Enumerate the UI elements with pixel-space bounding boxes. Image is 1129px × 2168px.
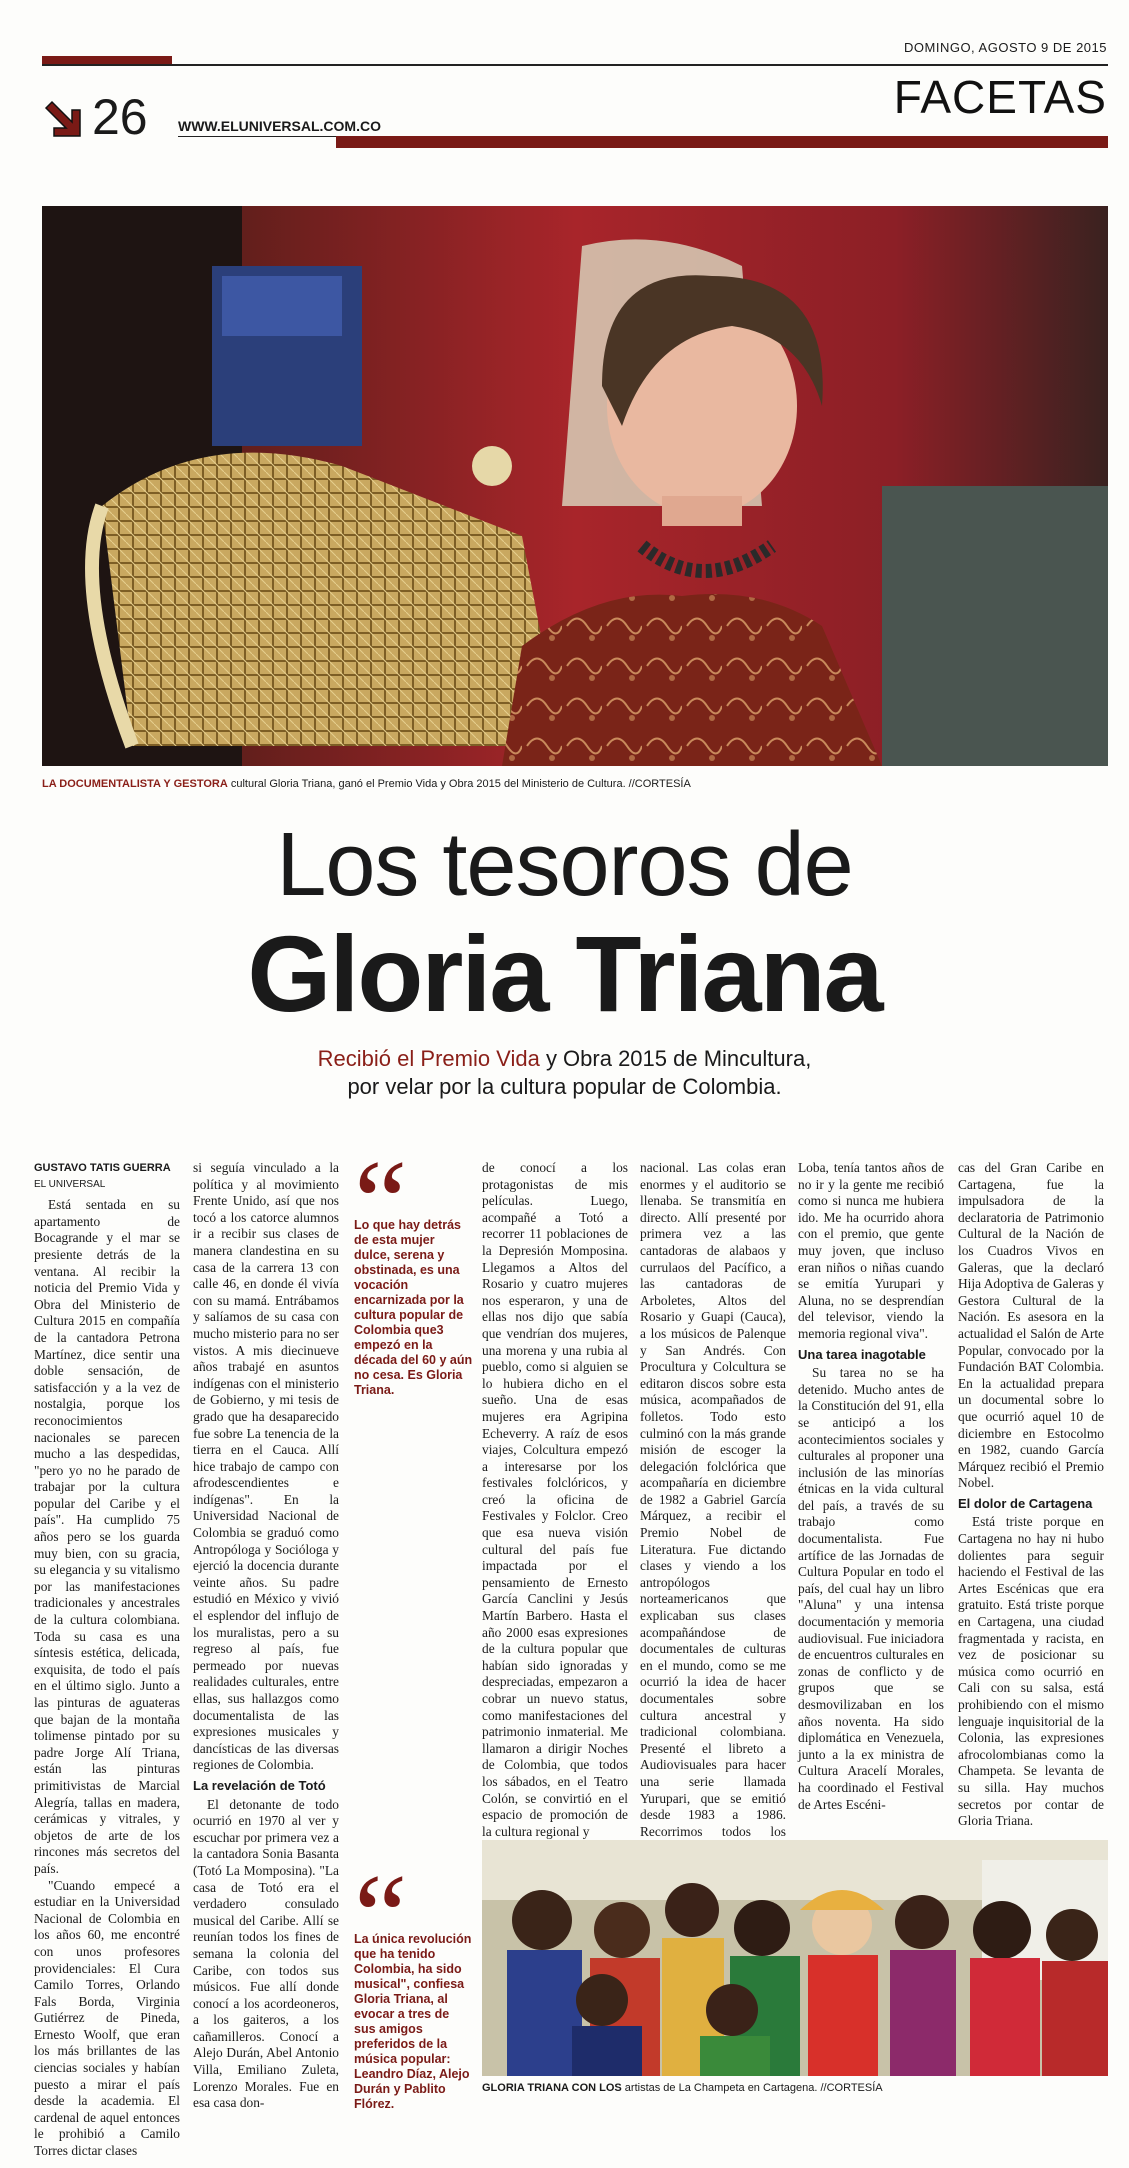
paragraph: Su tarea no se ha detenido. Mucho antes de la Constitución del 91, ella se anticipó a los acontecimientos sociales y culturales al proponer una inclusión de las minorías étnicas en la vida cultural del país, a través de su trabajo como documentalista. Fue artífice de las Jornadas de Cultura Popular en todo el país, del cual hay un libro "Aluna" y una intensa documentación y memoria audiovisual. Fue iniciadora de encuentros culturales en zonas de conflicto y de grupos que se desmovilizaban en los años noventa. Ha sido diplomática en Venezuela, junto a la ex ministra de Cultura Aracelí Morales, ha coordinado el Festival de Artes Escéni- (798, 1365, 944, 1812)
paragraph: de conocí a los protagonistas de mis películas. Luego, acompañé a Totó a recorrer 11 poblaciones de la Depresión Momposina. Llegamos a Altos del Rosario y cuatro mujeres nos esperaron, y una de ellas nos dijo que sabía que vendrían dos mujeres, una morena y una rubia al pueblo, como si alguien se lo hubiera dicho en el sueño. Una de esas mujeres era Agripina Echeverry. A raíz de esos viajes, Colcultura empezó a interesarse por los festivales folclóricos, y creó la oficina de Festivales y Folclor. Creo que esa nueva visión cultural del país fue impactada por el pensamiento de Ernesto García Canclini y Jesús Martín Barbero. Hasta el año 2000 esas expresiones de la cultura popular que habían sido ignoradas y despreciadas, empezaron a cobrar un nuevo status, como manifestaciones del patrimonio inmaterial. Me llamaron a dirigir Noches de Colombia, que todos los sábados, en el Teatro Colón, se convirtió en el espacio de promoción de la cultura regional y (482, 1160, 628, 1839)
quote-mark-icon (354, 1874, 474, 1932)
arrow-down-right-icon (42, 98, 86, 142)
paragraph: Loba, tenía tantos años de no ir y la gente me recibió como si nunca me hubiera ido. Me ha ocurrido ahora con el premio, que gente muy joven, que incluso eran niños o niñas cuando se emitía Yurupari y Aluna, no se desprendían del televisor, viendo la memoria regional viva". (798, 1160, 944, 1341)
article-column-2 (193, 1160, 339, 2112)
paragraph: si seguía vinculado a la política y al movimiento Frente Unido, así que nos tocó a los catorce alumnos ir a recibir sus clases de manera clandestina en su casa de la carrera 13 con calle 46, en donde él vivía con su mamá. Entrábamos y salíamos de su casa con mucho misterio para no ser vistos. A mis diecinueve años trabajé en asuntos indígenas con el ministerio de Gobierno, y mi tesis de grado que ha desaparecido fue sobre La tenencia de la tierra en el Cauca. Allí hice trabajo de campo con afrodescendientes e indígenas". En la Universidad Nacional de Colombia se graduó como Antropóloga y Socióloga y ejerció la docencia durante veinte años. Su padre estudió en México y vivió el esplendor del influjo de los muralistas, pero a su regreso al país, fue permeado por nuevas realidades culturales, entre ellas, sus hallazgos como documentalista de las expresiones musicales y dancísticas de las diversas regiones de Colombia. (193, 1160, 339, 1773)
paragraph: Está triste porque en Cartagena no hay ni hubo dolientes para seguir haciendo el Festival de las Artes Escénicas que era gratuito. Está triste porque en Cartagena, una ciudad fragmentada y racista, en vez de posicionar su música como ocurrió en Cali con su salsa, está prohibiendo con el mismo lenguaje inquisitorial de la Colonia, las expresiones afrocolombianas como la Champeta. Se levanta de su silla. Hay muchos secretos por contar de Gloria Triana. (958, 1514, 1104, 1829)
quote-mark-icon (354, 1160, 474, 1218)
paragraph: cas del Gran Caribe en Cartagena, fue la impulsadora de la declaratoria de Patrimonio Cultural de la Nación de los Cuadros Vivos en Galeras, que la declaró Hija Adoptiva de Galeras y Gestora Cultural de la Nación. Es asesora en la actualidad el Salón de Arte Popular, convocado por la Fundación BAT Colombia. En la actualidad prepara un documental sobre lo que ocurrió aquel 10 de diciembre en Estocolmo en 1982, cuando García Márquez recibió el Premio Nobel. (958, 1160, 1104, 1491)
edition-date: DOMINGO, AGOSTO 9 DE 2015 (904, 40, 1107, 55)
group-photo (482, 1840, 1108, 2076)
hero-caption-text: cultural Gloria Triana, ganó el Premio Vida y Obra 2015 del Ministerio de Cultura. //CORTESÍA (227, 778, 691, 790)
subhead-toto: La revelación de Totó (193, 1777, 326, 1793)
article-column-4 (482, 1160, 628, 1840)
hero-caption (42, 778, 691, 790)
article-column-1 (34, 1160, 180, 2160)
website-rule (178, 136, 336, 137)
page-number: 26 (92, 89, 148, 145)
website-link[interactable]: WWW.ELUNIVERSAL.COM.CO (178, 118, 381, 134)
header-rule (42, 64, 1108, 66)
headline-line-2: Gloria Triana (247, 913, 882, 1034)
section-title: FACETAS (893, 71, 1107, 123)
deck-highlight: Recibió el Premio Vida (317, 1046, 540, 1071)
deck-line-2: por velar por la cultura popular de Colombia. (347, 1073, 782, 1099)
paragraph: Está sentada en su apartamento de Bocagrande y el mar se presiente detrás de la ventana. Al recibir la noticia del Premio Vida y Obra del Ministerio de Cultura 2015 en compañía de la cantadora Petrona Martínez, dice sentir una doble sensación, de satisfacción y a la vez de nostalgia, porque los reconocimientos nacionales se parecen mucho a las despedidas, "pero yo no he parado de trabajar por la cultura popular del Caribe y el país". Ha cumplido 75 años pero se los guarda muy bien, con su gracia, su elegancia y su vitalismo por las manifestaciones tradicionales y ancestrales de la cultura colombiana. Toda su casa es una síntesis estética, delicada, exquisita, de todo el país en el último siglo. Junto a las pinturas de aguateras que bajan de la montaña tolimense pintado por su padre Jorge Alí Triana, están las pinturas primitivistas de Marcial Alegría, tallas en madera, cerámicas y vitrales, y objetos de arte de los rincones más secretos del país. (34, 1197, 180, 1876)
agency: EL UNIVERSAL (34, 1178, 106, 1190)
paragraph: nacional. Las colas eran enormes y el auditorio se llenaba. Se transmitía en directo. Allí presenté por primera vez a las cantadoras de alabaos y currulaos del Pacífico, a las cantadoras de Arboletes, Altos del Rosario y Guapi (Cauca), a los músicos de Palenque y San Andrés. Con Procultura y Colcultura se editaron discos sobre esta música, acompañados de folletos. Todo esto culminó con la más grande misión de escoger la delegación folclórica que acompañaría en diciembre de 1982 a Gabriel García Márquez, a recibir el Premio Nobel de Literatura. Fue dictando clases y viendo a los antropólogos norteamericanos que explicaban sus clases acompañándose de documentales de culturas en el mundo, como se me ocurrió la idea de hacer documentales sobre cultura ancestral y tradicional colombiana. Presenté el libreto a Audiovisuales para hacer una serie llamada Yurupari, que se emitió desde 1983 a 1986. Recorrimos todos los (640, 1160, 786, 1839)
byline: GUSTAVO TATIS GUERRA (34, 1162, 171, 1174)
headline-line-1: Los tesoros de (276, 815, 853, 915)
pull-quote-2 (354, 1874, 474, 2112)
group-caption-text: artistas de La Champeta en Cartagena. //CORTESÍA (621, 2082, 883, 2094)
pull-quote-text: La única revolución que ha tenido Colombia, ha sido musical", confiesa Gloria Triana, al evocar a tres de sus amigos preferidos de la música popular: Leandro Díaz, Alejo Durán y Pablito Flórez. (354, 1932, 472, 2111)
deck-rest: y Obra 2015 de Mincultura, (539, 1046, 812, 1071)
paragraph: El detonante de todo ocurrió en 1970 al ver y escuchar por primera vez a la cantadora Sonia Basanta (Totó La Momposina). "La casa de Totó era el verdadero consulado musical del Caribe. Allí se reunían todos los fines de semana la colonia del Caribe, con todos sus músicos. Fue allí donde conocí a los acordeoneros, a los gaiteros, a los cañamilleros. Conocí a Alejo Durán, Abel Antonio Villa, Emiliano Zuleta, Lorenzo Morales. Fue en esa casa don- (193, 1796, 339, 2111)
article-column-6 (798, 1160, 944, 1813)
subhead-tarea: Una tarea inagotable (798, 1346, 926, 1362)
pull-quote-1 (354, 1160, 474, 1398)
subhead-cartagena: El dolor de Cartagena (958, 1495, 1093, 1511)
paragraph: "Cuando empecé a estudiar en la Universidad Nacional de Colombia en los años 60, me encontré con unos profesores providenciales: El Cura Camilo Torres, Orlando Fals Borda, Virginia Gutiérrez de Pineda, Ernesto Woolf, que eran los más brillantes de las ciencias sociales y habían puesto a mirar el país desde la academia. El cardenal de aquel entonces le prohibió a Camilo Torres dictar clases (34, 1877, 180, 2159)
article-column-7 (958, 1160, 1104, 1830)
deck (0, 1045, 1129, 1100)
hero-photo (42, 206, 1108, 766)
article-column-5 (640, 1160, 786, 1874)
pull-quote-text: Lo que hay detrás de esta mujer dulce, serena y obstinada, es una vocación encarnizada por la cultura popular de Colombia que3 empezó en la década del 60 y aún no cesa. Es Gloria Triana. (354, 1218, 473, 1397)
header-red-band (336, 136, 1108, 148)
group-photo-caption (482, 2082, 883, 2094)
group-caption-lead: GLORIA TRIANA CON LOS (482, 2082, 622, 2094)
hero-caption-lead: LA DOCUMENTALISTA Y GESTORA (42, 778, 228, 790)
